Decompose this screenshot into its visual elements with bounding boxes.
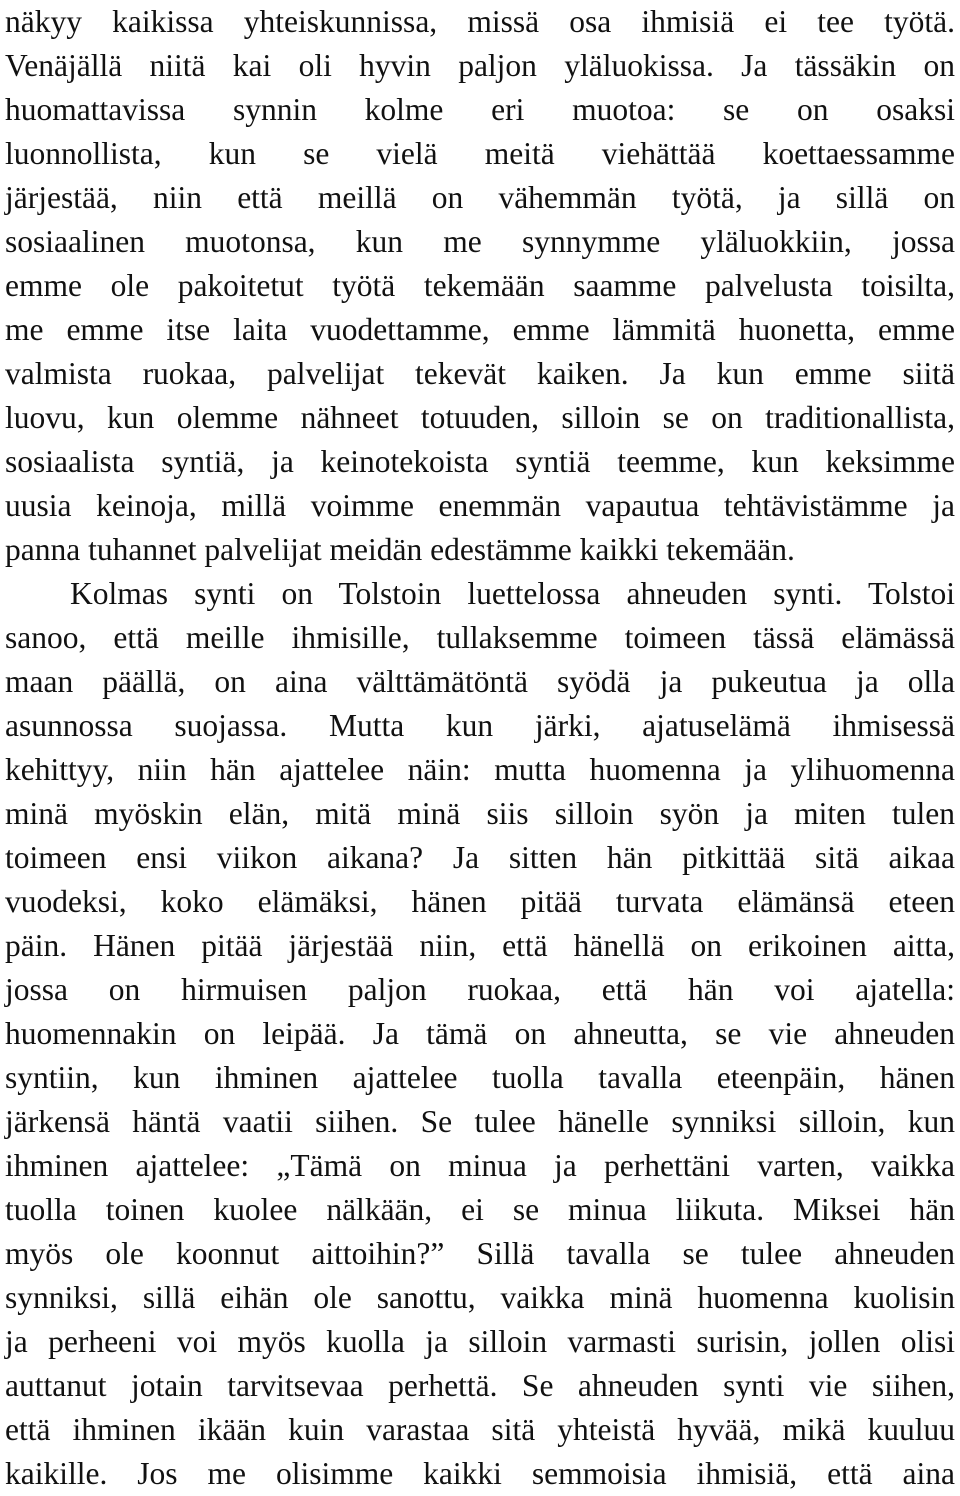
text-line: vuodeksi, koko elämäksi, hänen pitää turvata elämänsä eteen (5, 884, 955, 919)
paragraph-first-line: Kolmas synti on Tolstoin luettelossa ahneuden synti. Tolstoi (70, 576, 955, 611)
text-line: sanoo, että meille ihmisille, tullaksemme toimeen tässä elämässä (5, 620, 955, 655)
text-line: Venäjällä niitä kai oli hyvin paljon yläluokissa. Ja tässäkin on (5, 48, 955, 83)
text-line: luovu, kun olemme nähneet totuuden, silloin se on traditionallista, (5, 400, 955, 435)
text-line: tuolla toinen kuolee nälkään, ei se minua liikuta. Miksei hän (5, 1192, 955, 1227)
text-line: synniksi, sillä eihän ole sanottu, vaikka minä huomenna kuolisin (5, 1280, 955, 1315)
paragraph-last-line: panna tuhannet palvelijat meidän edestämme kaikki tekemään. (5, 532, 795, 567)
text-line: ihminen ajattelee: „Tämä on minua ja perhettäni varten, vaikka (5, 1148, 955, 1183)
text-line: sosiaalista syntiä, ja keinotekoista syntiä teemme, kun keksimme (5, 444, 955, 479)
text-line: ja perheeni voi myös kuolla ja silloin varmasti surisin, jollen olisi (5, 1324, 955, 1359)
text-line: järkensä häntä vaatii siihen. Se tulee hänelle synniksi silloin, kun (5, 1104, 955, 1139)
text-line: syntiin, kun ihminen ajattelee tuolla tavalla eteenpäin, hänen (5, 1060, 955, 1095)
text-line: myös ole koonnut aittoihin?” Sillä tavalla se tulee ahneuden (5, 1236, 955, 1271)
text-line: päin. Hänen pitää järjestää niin, että hänellä on erikoinen aitta, (5, 928, 955, 963)
text-line: uusia keinoja, millä voimme enemmän vapautua tehtävistämme ja (5, 488, 955, 523)
text-line: me emme itse laita vuodettamme, emme lämmitä huonetta, emme (5, 312, 955, 347)
text-line: järjestää, niin että meillä on vähemmän työtä, ja sillä on (5, 180, 955, 215)
text-line: näkyy kaikissa yhteiskunnissa, missä osa ihmisiä ei tee työtä. (5, 4, 955, 39)
text-line: kehittyy, niin hän ajattelee näin: mutta huomenna ja ylihuomenna (5, 752, 955, 787)
text-line: auttanut jotain tarvitsevaa perhettä. Se ahneuden synti vie siihen, (5, 1368, 955, 1403)
text-line: minä myöskin elän, mitä minä siis silloin syön ja miten tulen (5, 796, 955, 831)
text-line: huomattavissa synnin kolme eri muotoa: se on osaksi (5, 92, 955, 127)
text-line: jossa on hirmuisen paljon ruokaa, että hän voi ajatella: (5, 972, 955, 1007)
text-line: valmista ruokaa, palvelijat tekevät kaiken. Ja kun emme siitä (5, 356, 955, 391)
text-line: emme ole pakoitetut työtä tekemään saamme palvelusta toisilta, (5, 268, 955, 303)
text-line: huomennakin on leipää. Ja tämä on ahneutta, se vie ahneuden (5, 1016, 955, 1051)
text-line: sosiaalinen muotonsa, kun me synnymme yläluokkiin, jossa (5, 224, 955, 259)
text-line: että ihminen ikään kuin varastaa sitä yhteistä hyvää, mikä kuuluu (5, 1412, 955, 1447)
text-line: luonnollista, kun se vielä meitä viehättää koettaessamme (5, 136, 955, 171)
text-line: asunnossa suojassa. Mutta kun järki, ajatuselämä ihmisessä (5, 708, 955, 743)
text-line: kaikille. Jos me olisimme kaikki semmoisia ihmisiä, että aina (5, 1456, 955, 1491)
text-line: toimeen ensi viikon aikana? Ja sitten hän pitkittää sitä aikaa (5, 840, 955, 875)
text-line: maan päällä, on aina välttämätöntä syödä ja pukeutua ja olla (5, 664, 955, 699)
